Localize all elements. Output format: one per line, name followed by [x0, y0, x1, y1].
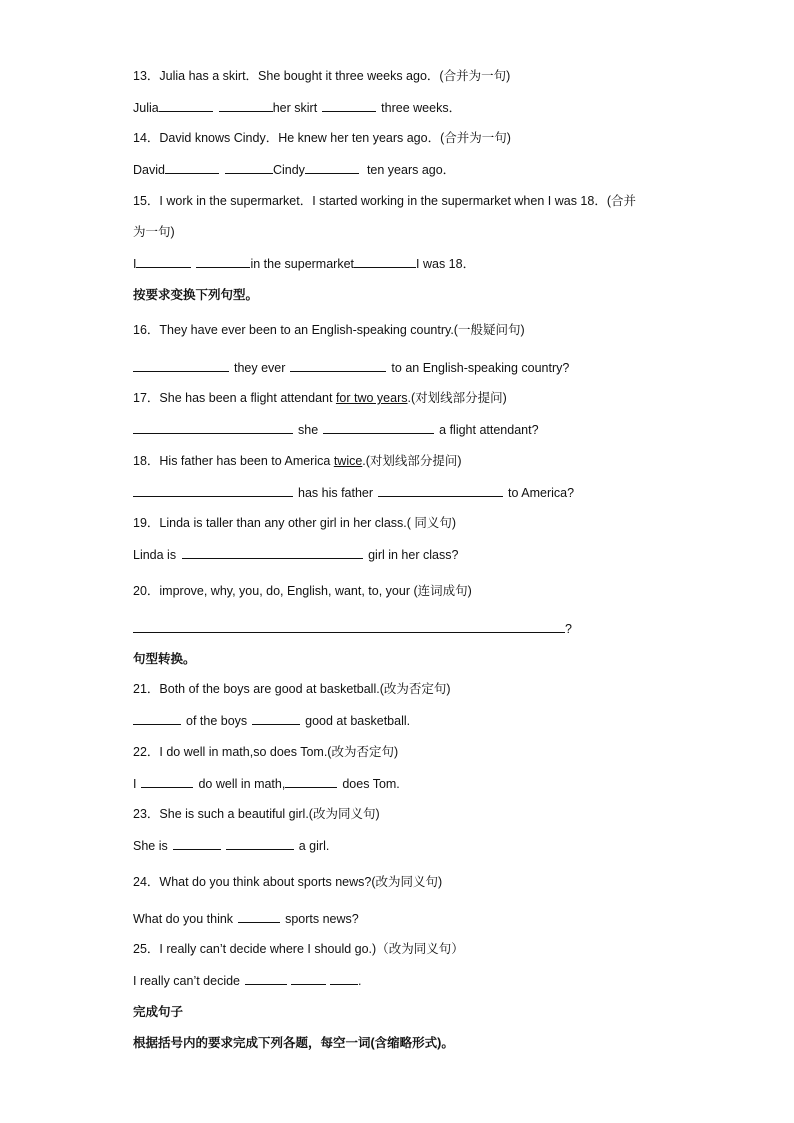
- q13-text-3: three weeks．: [381, 101, 462, 115]
- q18-prompt-instruction: .(对划线部分提问): [362, 454, 462, 468]
- q23-blank-2[interactable]: [226, 837, 294, 850]
- q25-text-0: I really can’t decide: [133, 974, 241, 988]
- q17-prompt-text: 17．She has been a flight attendant: [133, 391, 336, 405]
- q19-prompt: 19．Linda is taller than any other girl in her class.( 同义句): [133, 516, 457, 530]
- q21-answer-line: [133, 712, 410, 729]
- q13-answer-line: [133, 99, 461, 116]
- q13-text-1: Julia: [133, 101, 159, 115]
- section-heading-transform: 按要求变换下列句型。: [133, 288, 259, 302]
- q22-text-0: I: [133, 777, 137, 791]
- q15-answer-line: [133, 255, 475, 272]
- q14-prompt: 14．David knows Cindy．He knew her ten years ago．(合并为一句): [133, 131, 511, 145]
- q18-text-2: to America?: [508, 486, 575, 500]
- q25-text-1: .: [358, 974, 362, 988]
- q20-end: ?: [565, 622, 572, 636]
- q17-answer-line: [133, 421, 539, 438]
- q23-text-0: She is: [133, 839, 168, 853]
- q17-underlined-part: for two years: [335, 391, 408, 405]
- q24-text-1: sports news?: [285, 912, 359, 926]
- q21-blank-2[interactable]: [252, 712, 300, 725]
- q13-blank-3[interactable]: [322, 99, 376, 112]
- q20-prompt: 20．improve, why, you, do, English, want, to, your (连词成句): [133, 584, 472, 598]
- q24-blank-1[interactable]: [238, 910, 280, 923]
- q18-prompt-text: 18．His father has been to America: [133, 454, 334, 468]
- q23-blank-1[interactable]: [173, 837, 221, 850]
- q19-text-1: Linda is: [133, 548, 177, 562]
- q17-text-2: a flight attendant?: [439, 423, 539, 437]
- q16-blank-2[interactable]: [290, 359, 386, 372]
- q13-text-2: her skirt: [272, 101, 318, 115]
- q14-text-1: David: [133, 163, 165, 177]
- q13-blank-1[interactable]: [159, 99, 213, 112]
- q20-blank-1[interactable]: [133, 620, 565, 633]
- q14-blank-3[interactable]: [305, 161, 359, 174]
- q21-text-1: of the boys: [186, 714, 248, 728]
- q20-answer-line: [133, 620, 572, 637]
- q15-text-2: in the supermarket: [250, 257, 355, 271]
- q23-prompt: 23．She is such a beautiful girl.(改为同义句): [133, 807, 380, 821]
- q16-text-2: to an English-speaking country?: [391, 361, 570, 375]
- q22-blank-1[interactable]: [141, 775, 193, 788]
- q22-text-2: does Tom.: [342, 777, 400, 791]
- q19-text-2: girl in her class?: [368, 548, 459, 562]
- q19-answer-line: [133, 546, 458, 563]
- q25-prompt: 25．I really can’t decide where I should go.)（改为同义句）: [133, 942, 464, 956]
- q17-blank-2[interactable]: [323, 421, 434, 434]
- q25-blank-1[interactable]: [245, 972, 287, 985]
- q22-text-1: do well in math,: [198, 777, 286, 791]
- q17-prompt-instruction: .(对划线部分提问): [407, 391, 507, 405]
- q25-answer-line: [133, 972, 362, 989]
- q22-answer-line: [133, 775, 400, 792]
- q18-text-1: has his father: [298, 486, 374, 500]
- q25-blank-3[interactable]: [330, 972, 358, 985]
- q18-blank-2[interactable]: [378, 484, 503, 497]
- q24-text-0: What do you think: [133, 912, 234, 926]
- q15-blank-3[interactable]: [354, 255, 416, 268]
- q22-blank-2[interactable]: [285, 775, 337, 788]
- q22-prompt: 22．I do well in math,so does Tom.(改为否定句): [133, 745, 399, 759]
- q14-blank-1[interactable]: [165, 161, 219, 174]
- q15-prompt-cont: 为一句): [133, 225, 175, 239]
- q16-blank-1[interactable]: [133, 359, 229, 372]
- q15-blank-2[interactable]: [196, 255, 250, 268]
- q24-prompt: 24．What do you think about sports news?(改为同义句): [133, 875, 443, 889]
- q14-text-3: ten years ago．: [366, 163, 456, 177]
- q14-blank-2[interactable]: [225, 161, 273, 174]
- q15-prompt: 15．I work in the supermarket．I started working in the supermarket when I was 18．(合并: [133, 194, 636, 208]
- q21-prompt: 21．Both of the boys are good at basketball.(改为否定句): [133, 682, 451, 696]
- section-instruction: 根据括号内的要求完成下列各题，每空一词(含缩略形式)。: [133, 1036, 454, 1050]
- section-heading-conversion: 句型转换。: [133, 652, 196, 666]
- q13-blank-2[interactable]: [219, 99, 273, 112]
- q25-blank-2[interactable]: [291, 972, 326, 985]
- q21-text-2: good at basketball.: [305, 714, 411, 728]
- q14-answer-line: [133, 161, 455, 178]
- q15-text-3: I was 18．: [416, 257, 476, 271]
- q13-prompt: 13．Julia has a skirt．She bought it three weeks ago．(合并为一句): [133, 69, 511, 83]
- q18-underlined-part: twice: [333, 454, 363, 468]
- q15-text-1: I: [133, 257, 137, 271]
- q18-answer-line: [133, 484, 574, 501]
- q14-text-2: Cindy: [272, 163, 305, 177]
- q19-blank-1[interactable]: [182, 546, 363, 559]
- q18-prompt: [133, 453, 462, 469]
- q21-blank-1[interactable]: [133, 712, 181, 725]
- q18-blank-1[interactable]: [133, 484, 293, 497]
- q16-prompt: 16．They have ever been to an English-speaking country.(一般疑问句): [133, 323, 525, 337]
- q23-text-1: a girl.: [298, 839, 330, 853]
- q17-text-1: she: [298, 423, 319, 437]
- q15-blank-1[interactable]: [136, 255, 191, 268]
- q17-prompt: [133, 390, 507, 406]
- q16-answer-line: [133, 359, 569, 376]
- q24-answer-line: [133, 910, 359, 927]
- q23-answer-line: [133, 837, 329, 854]
- q16-text-1: they ever: [234, 361, 286, 375]
- section-heading-complete: 完成句子: [133, 1005, 184, 1019]
- q17-blank-1[interactable]: [133, 421, 293, 434]
